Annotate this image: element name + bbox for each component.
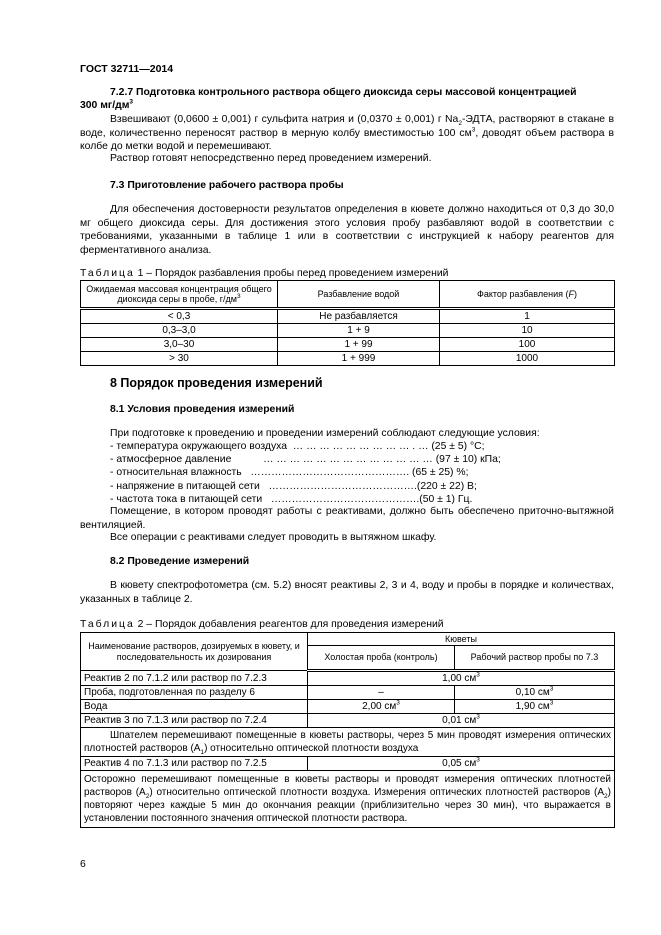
table-cell: Не разбавляется — [278, 309, 440, 324]
note-text-a: Шпателем перемешивают помещенные в кюветы растворы, через 5 мин проводят измерения оптических плотностей растворов (A — [84, 730, 611, 754]
conditions-list — [110, 440, 501, 506]
table-cell: Реактив 2 по 7.1.2 или раствор по 7.2.3 — [81, 671, 308, 686]
table-cell — [308, 700, 455, 714]
table-cell: Реактив 3 по 7.1.3 или раствор по 7.2.4 — [81, 714, 308, 728]
value-sup: 3 — [549, 699, 554, 707]
table-cell: 0,3–3,0 — [81, 324, 278, 338]
list-item: - атмосферное давление … … … … … … … … … … … … … (97 ± 10) кПа; — [110, 454, 501, 466]
table-row — [81, 757, 615, 771]
table-row — [81, 728, 615, 757]
table-1-header-dilution: Разбавление водой — [278, 281, 440, 309]
table-row — [81, 686, 615, 700]
table-cell — [455, 686, 615, 700]
value-sup: 3 — [476, 671, 480, 679]
title-unit: 300 мг/дм — [80, 100, 130, 111]
table-1-header-concentration — [81, 281, 278, 309]
table-cell: 1 + 99 — [278, 338, 440, 352]
table-1 — [80, 280, 615, 366]
table-cell: 10 — [440, 324, 615, 338]
factor-text: Фактор разбавления ( — [476, 288, 569, 299]
caption-word: Таблица — [80, 268, 135, 279]
value: 0,01 см — [442, 715, 477, 726]
caption-text: 1 – Порядок разбавления пробы перед проведением измерений — [134, 268, 449, 279]
page-number: 6 — [80, 859, 86, 870]
table-cell: 1 + 999 — [278, 352, 440, 366]
note-text-b: ) относительно оптической плотности воздуха — [204, 743, 419, 754]
table-row — [81, 352, 615, 366]
list-item: - температура окружающего воздуха … … … … … … … … … . … (25 ± 5) °С; — [110, 441, 485, 452]
section-8-1-room: Помещение, в котором проводят работы с реактивами, должно быть обеспечено приточно-вытяжной вентиляцией. — [80, 506, 614, 531]
table-cell — [308, 671, 615, 686]
table-cell: 3,0–30 — [81, 338, 278, 352]
header-text: Ожидаемая массовая концентрация общего диоксида серы в пробе, г/дм — [86, 283, 272, 304]
note-sub: 2 — [604, 793, 608, 800]
value: 0,10 см — [515, 687, 550, 698]
table-2-header-cuvettes: Кюветы — [308, 633, 615, 646]
section-7-2-7-paragraph-2: Раствор готовят непосредственно перед проведением измерений. — [110, 153, 432, 164]
table-2-note-1 — [81, 728, 615, 757]
title-sup: 3 — [129, 98, 134, 106]
section-7-2-7-title — [80, 86, 614, 100]
section-8-2-title: 8.2 Проведение измерений — [110, 556, 250, 567]
table-2-header-blank: Холостая проба (контроль) — [308, 646, 455, 671]
list-item: - напряжение в питающей сети …………………………………….(220 ± 22) В; — [110, 480, 477, 492]
table-cell: Вода — [81, 700, 308, 714]
p1-sup: 3 — [471, 126, 476, 134]
value-sup: 3 — [476, 713, 480, 721]
section-7-2-7-title-cont — [80, 99, 133, 113]
note-text-c: ) повторяют через каждые 5 мин до окончания реакции (приблизительно через 30 мин), что выражается в установлении постоянного значения оптической плотности раствора. — [84, 787, 611, 824]
table-cell: 1 + 9 — [278, 324, 440, 338]
table-cell — [308, 757, 615, 771]
p1-sub: 2 — [458, 120, 462, 128]
section-7-3-title: 7.3 Приготовление рабочего раствора пробы — [110, 180, 344, 191]
table-cell: 100 — [440, 338, 615, 352]
table-row — [81, 671, 615, 686]
value: 1,90 см — [515, 701, 550, 712]
table-row — [81, 324, 615, 338]
table-cell — [308, 714, 615, 728]
table-cell: 1000 — [440, 352, 615, 366]
table-2 — [80, 632, 615, 828]
note-sub: 2 — [145, 793, 150, 800]
table-1-caption — [80, 267, 448, 281]
table-1-header-factor — [440, 281, 615, 309]
section-7-3-paragraph: Для обеспечения достоверности результатов определения в кювете должно находиться от 0,3 до 30,0 мг общего диоксида серы. Для достижения этого условия пробу разбавляют водой в соответствии с требованиями, указанными в таблице 1 или в соответствии с инструкцией к набору реагентов для ферментативного анализа. — [80, 204, 614, 256]
value-sup: 3 — [476, 756, 480, 764]
section-8-title: 8 Порядок проведения измерений — [110, 376, 323, 390]
value: 2,00 см — [362, 701, 397, 712]
value-sup: 3 — [396, 699, 400, 707]
table-2-note-2 — [81, 771, 615, 828]
section-8-1-title: 8.1 Условия проведения измерений — [110, 404, 295, 415]
table-cell — [455, 700, 615, 714]
table-cell: Реактив 4 по 7.1.3 или раствор по 7.2.5 — [81, 757, 308, 771]
table-2-header-work: Рабочий раствор пробы по 7.3 — [455, 646, 615, 671]
table-cell: > 30 — [81, 352, 278, 366]
table-cell: < 0,3 — [81, 309, 278, 324]
p1-text-b: -ЭДТА, растворяют в стакане в воде, количественно переносят раствор в мерную колбу вместимостью 100 см — [80, 114, 614, 139]
note-text-b: ) относительно оптической плотности воздуха. Измерения оптических плотностей растворов (A — [149, 787, 605, 798]
document-code: ГОСТ 32711—2014 — [80, 63, 174, 75]
table-cell: 1 — [440, 309, 615, 324]
value: 0,05 см — [442, 758, 477, 769]
table-cell: Проба, подготовленная по разделу 6 — [81, 686, 308, 700]
header-sup: 3 — [236, 293, 241, 300]
section-7-2-7-paragraph-1 — [80, 113, 614, 154]
table-row — [81, 714, 615, 728]
table-row — [81, 700, 615, 714]
factor-symbol: F — [568, 288, 574, 299]
caption-word: Таблица — [80, 619, 135, 630]
section-8-1-intro: При подготовке к проведению и проведении измерений соблюдают следующие условия: — [110, 428, 540, 439]
table-row — [81, 771, 615, 828]
table-row — [81, 338, 615, 352]
p1-text-c: , доводят объем раствора в колбе до метки водой и перемешивают. — [80, 127, 614, 153]
factor-close: ) — [574, 288, 577, 299]
note-sub: 1 — [200, 749, 205, 756]
list-item: - частота тока в питающей сети …………………………………….(50 ± 1) Гц. — [110, 493, 473, 505]
table-row — [81, 309, 615, 324]
caption-text: 2 – Порядок добавления реагентов для проведения измерений — [134, 619, 444, 630]
section-8-1-ops: Все операции с реактивами следует проводить в вытяжном шкафу. — [110, 532, 437, 543]
p1-text-a: Взвешивают (0,0600 ± 0,001) г сульфита натрия и (0,0370 ± 0,001) г Na — [110, 114, 459, 125]
table-cell: – — [308, 686, 455, 700]
section-8-2-paragraph: В кювету спектрофотометра (см. 5.2) вносят реактивы 2, 3 и 4, воду и пробы в порядке и количествах, указанных в таблице 2. — [80, 580, 614, 605]
title-text: 7.2.7 Подготовка контрольного раствора общего диоксида серы массовой концентрацией — [110, 87, 577, 98]
value-sup: 3 — [549, 685, 554, 693]
note-text-a: Осторожно перемешивают помещенные в кюветы растворы и проводят измерения оптических плотностей растворов (A — [84, 774, 611, 798]
table-2-caption — [80, 618, 444, 632]
value: 1,00 см — [442, 673, 477, 684]
table-2-header-name: Наименование растворов, дозируемых в кювету, и последовательность их дозирования — [81, 633, 308, 671]
list-item: - относительная влажность ………………………………………. (65 ± 25) %; — [110, 467, 469, 479]
